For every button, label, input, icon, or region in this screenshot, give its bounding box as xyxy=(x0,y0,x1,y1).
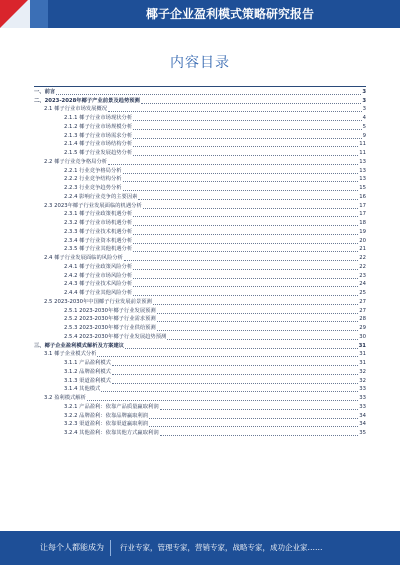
footer-slogan: 让每个人都能成为 xyxy=(40,543,104,552)
toc-leader-dots xyxy=(138,199,358,200)
toc-entry-title: 2.2.2 行业竞争结构分析 xyxy=(64,176,122,183)
toc-entry-page: 34 xyxy=(359,421,366,428)
toc-entry[interactable] xyxy=(34,403,366,412)
toc-entry[interactable] xyxy=(34,298,366,307)
toc-leader-dots xyxy=(123,190,359,191)
toc-entry-page: 33 xyxy=(359,395,366,402)
toc-entry[interactable] xyxy=(34,167,366,176)
toc-entry[interactable] xyxy=(34,307,366,316)
toc-entry-title: 3.1 椰子企业模式分析 xyxy=(44,351,97,358)
toc-leader-dots xyxy=(124,260,358,261)
toc-entry[interactable] xyxy=(34,202,366,211)
toc-entry[interactable] xyxy=(34,394,366,403)
toc-leader-dots xyxy=(133,120,361,121)
toc-entry[interactable] xyxy=(34,237,366,246)
toc-entry[interactable] xyxy=(34,184,366,193)
toc-entry-title: 一、前言 xyxy=(34,88,56,95)
toc-entry[interactable] xyxy=(34,281,366,290)
toc-entry-page: 25 xyxy=(359,290,366,297)
toc-entry-title: 2.4.3 椰子行业技术风险分析 xyxy=(64,281,133,288)
toc-entry-title: 2.4.1 椰子行业政策风险分析 xyxy=(64,263,133,270)
toc-leader-dots xyxy=(149,418,358,419)
toc-entry[interactable] xyxy=(34,193,366,202)
toc-entry[interactable] xyxy=(34,324,366,333)
toc-entry-page: 34 xyxy=(359,412,366,419)
toc-entry-page: 35 xyxy=(359,430,366,437)
toc-entry-title: 2.3.5 椰子行业其他机遇分析 xyxy=(64,246,133,253)
toc-entry-title: 2.1.3 椰子行业市场需求分析 xyxy=(64,132,133,139)
toc-divider xyxy=(34,86,366,87)
toc-entry[interactable] xyxy=(34,141,366,150)
toc-entry-page: 13 xyxy=(359,158,366,165)
toc-leader-dots xyxy=(87,400,358,401)
toc-entry-title: 3.2.1 产品盈利：依靠产品质量赢取利润 xyxy=(64,403,159,410)
toc-entry-title: 3.1.3 渠道盈利模式 xyxy=(64,377,111,384)
toc-entry-page: 33 xyxy=(359,386,366,393)
toc-leader-dots xyxy=(112,365,358,366)
toc-entry[interactable] xyxy=(34,158,366,167)
toc-entry-page: 19 xyxy=(359,228,366,235)
toc-entry-page: 23 xyxy=(359,272,366,279)
toc-entry-page: 11 xyxy=(359,150,366,157)
toc-leader-dots xyxy=(112,374,358,375)
footer-roles: 行业专家，管理专家，营销专家，战略专家，成功企业家…… xyxy=(120,543,323,552)
toc-entry[interactable] xyxy=(34,272,366,281)
toc-entry-page: 20 xyxy=(359,237,366,244)
toc-entry-title: 3.2.2 品牌盈利：依靠品牌赢取利润 xyxy=(64,412,149,419)
toc-entry-page: 30 xyxy=(359,333,366,340)
report-title: 椰子企业盈利模式策略研究报告 xyxy=(145,7,314,21)
toc-entry-title: 2.1.1 椰子行业市场现状分析 xyxy=(64,115,133,122)
toc-entry[interactable] xyxy=(34,386,366,395)
toc-entry-page: 18 xyxy=(359,220,366,227)
toc-entry[interactable] xyxy=(34,412,366,421)
toc-entry-page: 31 xyxy=(359,360,366,367)
toc-leader-dots xyxy=(160,409,359,410)
toc-entry-title: 3.2 盈利模式解析 xyxy=(44,395,86,402)
toc-entry-page: 9 xyxy=(362,132,366,139)
toc-entry-page: 22 xyxy=(359,263,366,270)
toc-entry-page: 31 xyxy=(359,351,366,358)
toc-entry[interactable] xyxy=(34,132,366,141)
toc-entry[interactable] xyxy=(34,149,366,158)
toc-leader-dots xyxy=(112,383,358,384)
toc-entry-page: 24 xyxy=(359,281,366,288)
toc-leader-dots xyxy=(97,356,358,357)
toc-heading: 内容目录 xyxy=(170,55,230,71)
toc-entry-page: 4 xyxy=(362,115,366,122)
toc-leader-dots xyxy=(125,348,358,349)
toc-entry[interactable] xyxy=(34,377,366,386)
toc-entry-page: 29 xyxy=(359,325,366,332)
toc-leader-dots xyxy=(157,313,359,314)
toc-entry[interactable] xyxy=(34,211,366,220)
toc-leader-dots xyxy=(56,94,361,95)
toc-entry-title: 2.2.4 影响行业竞争的主要因素 xyxy=(64,193,138,200)
toc-entry-title: 2.3.3 椰子行业技术机遇分析 xyxy=(64,228,133,235)
toc-leader-dots xyxy=(133,155,358,156)
toc-entry-page: 3 xyxy=(362,88,366,95)
toc-entry-title: 2.3.1 椰子行业政策机遇分析 xyxy=(64,211,133,218)
toc-leader-dots xyxy=(160,435,359,436)
toc-entry[interactable] xyxy=(34,368,366,377)
toc-entry[interactable] xyxy=(34,254,366,263)
toc-entry-title: 2.1.5 椰子行业发展趋势分析 xyxy=(64,150,133,157)
toc-entry-page: 31 xyxy=(358,342,366,349)
toc-entry-title: 二、2023-2028年椰子产业前景及趋势预测 xyxy=(34,97,140,104)
toc-entry-title: 2.4.2 椰子行业市场风险分析 xyxy=(64,272,133,279)
toc-leader-dots xyxy=(157,330,359,331)
toc-entry-page: 17 xyxy=(359,202,366,209)
toc-entry[interactable] xyxy=(34,219,366,228)
toc-leader-dots xyxy=(157,321,359,322)
toc-leader-dots xyxy=(133,243,358,244)
toc-leader-dots xyxy=(133,138,361,139)
toc-entry[interactable] xyxy=(34,263,366,272)
toc-entry-title: 2.1 椰子行业市场发展概况 xyxy=(44,106,108,113)
toc-entry-page: 28 xyxy=(359,316,366,323)
toc-leader-dots xyxy=(123,181,359,182)
toc-entry-page: 16 xyxy=(359,193,366,200)
toc-entry[interactable] xyxy=(34,289,366,298)
toc-entry-page: 32 xyxy=(359,368,366,375)
toc-entry-title: 2.5 2023-2030年中国椰子行业发展前景预测 xyxy=(44,298,152,305)
toc-entry[interactable] xyxy=(34,88,366,97)
toc-entry-page: 13 xyxy=(359,167,366,174)
toc-leader-dots xyxy=(108,111,362,112)
toc-entry[interactable] xyxy=(34,429,366,438)
toc-leader-dots xyxy=(133,225,358,226)
header-banner xyxy=(0,0,400,28)
toc-entry-title: 2.2.1 行业竞争格局分析 xyxy=(64,167,122,174)
toc-entry-page: 11 xyxy=(359,141,366,148)
toc-entry[interactable] xyxy=(34,114,366,123)
toc-entry[interactable] xyxy=(34,176,366,185)
toc-leader-dots xyxy=(133,269,358,270)
toc-leader-dots xyxy=(133,251,358,252)
toc-entry-title: 3.1.4 其他模式 xyxy=(64,386,101,393)
toc-entry-title: 3.2.4 其他盈利：依靠其他方式赢取利润 xyxy=(64,430,159,437)
toc-leader-dots xyxy=(101,391,358,392)
toc-entry-page: 5 xyxy=(362,123,366,130)
toc-entry[interactable] xyxy=(34,97,366,106)
toc-entry[interactable] xyxy=(34,228,366,237)
toc-leader-dots xyxy=(141,103,361,104)
toc-entry-title: 2.5.1 2023-2030年椰子行业发展预测 xyxy=(64,307,156,314)
toc-entry-title: 3.1.2 品牌盈利模式 xyxy=(64,368,111,375)
toc-leader-dots xyxy=(167,339,358,340)
toc-entry[interactable] xyxy=(34,342,366,351)
banner-red-corner xyxy=(0,0,28,28)
toc-entry-title: 3.2.3 渠道盈利：依靠渠道赢取利润 xyxy=(64,421,149,428)
toc-entry-title: 2.5.2 2023-2030年椰子行业需求预测 xyxy=(64,316,156,323)
toc-entry-page: 3 xyxy=(362,97,366,104)
toc-entry-title: 2.4 椰子行业发展面临的风险分析 xyxy=(44,255,123,262)
toc-entry-title: 2.2 椰子行业竞争格局分析 xyxy=(44,158,108,165)
toc-entry-title: 2.3.2 椰子行业市场机遇分析 xyxy=(64,220,133,227)
footer-divider xyxy=(110,540,111,556)
toc-entry-title: 2.1.4 椰子行业市场结构分析 xyxy=(64,141,133,148)
toc-entry-title: 2.5.4 2023-2030年椰子行业发展趋势预测 xyxy=(64,333,167,340)
toc-entry-page: 17 xyxy=(359,211,366,218)
toc-entry[interactable] xyxy=(34,246,366,255)
toc-leader-dots xyxy=(123,173,359,174)
toc-entry-title: 三、椰子企业盈利模式解析及方案建议 xyxy=(34,342,125,349)
toc-entry[interactable] xyxy=(34,421,366,430)
toc-entry-page: 33 xyxy=(359,403,366,410)
toc-entry-page: 22 xyxy=(359,255,366,262)
toc-entry-page: 3 xyxy=(362,106,366,113)
toc-leader-dots xyxy=(133,295,358,296)
toc-entry-title: 2.1.2 椰子行业市场规模分析 xyxy=(64,123,133,130)
toc-entry-page: 27 xyxy=(359,298,366,305)
toc-leader-dots xyxy=(133,129,361,130)
toc-leader-dots xyxy=(153,304,358,305)
toc-leader-dots xyxy=(133,146,358,147)
toc-entry-title: 2.4.4 椰子行业其他风险分析 xyxy=(64,290,133,297)
toc-leader-dots xyxy=(133,278,358,279)
toc-leader-dots xyxy=(108,164,358,165)
banner-accent-stripe xyxy=(30,0,48,28)
toc-entry[interactable] xyxy=(34,316,366,325)
footer-banner xyxy=(0,531,400,565)
table-of-contents xyxy=(34,88,366,520)
toc-leader-dots xyxy=(133,234,358,235)
toc-entry-title: 2.5.3 2023-2030年椰子行业供给预测 xyxy=(64,325,156,332)
toc-entry-title: 3.1.1 产品盈利模式 xyxy=(64,360,111,367)
toc-entry-page: 21 xyxy=(359,246,366,253)
toc-entry-page: 32 xyxy=(359,377,366,384)
toc-leader-dots xyxy=(143,208,359,209)
toc-entry-title: 2.3.4 椰子行业资本机遇分析 xyxy=(64,237,133,244)
toc-entry-title: 2.3 2023年椰子行业发展面临的机遇分析 xyxy=(44,202,142,209)
toc-entry-title: 2.2.3 行业竞争趋势分析 xyxy=(64,185,122,192)
toc-entry-page: 27 xyxy=(359,307,366,314)
toc-entry[interactable] xyxy=(34,123,366,132)
toc-leader-dots xyxy=(133,216,358,217)
toc-entry[interactable] xyxy=(34,351,366,360)
toc-leader-dots xyxy=(133,286,358,287)
toc-entry-page: 15 xyxy=(359,185,366,192)
toc-entry[interactable] xyxy=(34,333,366,342)
toc-leader-dots xyxy=(149,426,358,427)
toc-entry[interactable] xyxy=(34,106,366,115)
toc-entry[interactable] xyxy=(34,359,366,368)
toc-entry-page: 13 xyxy=(359,176,366,183)
